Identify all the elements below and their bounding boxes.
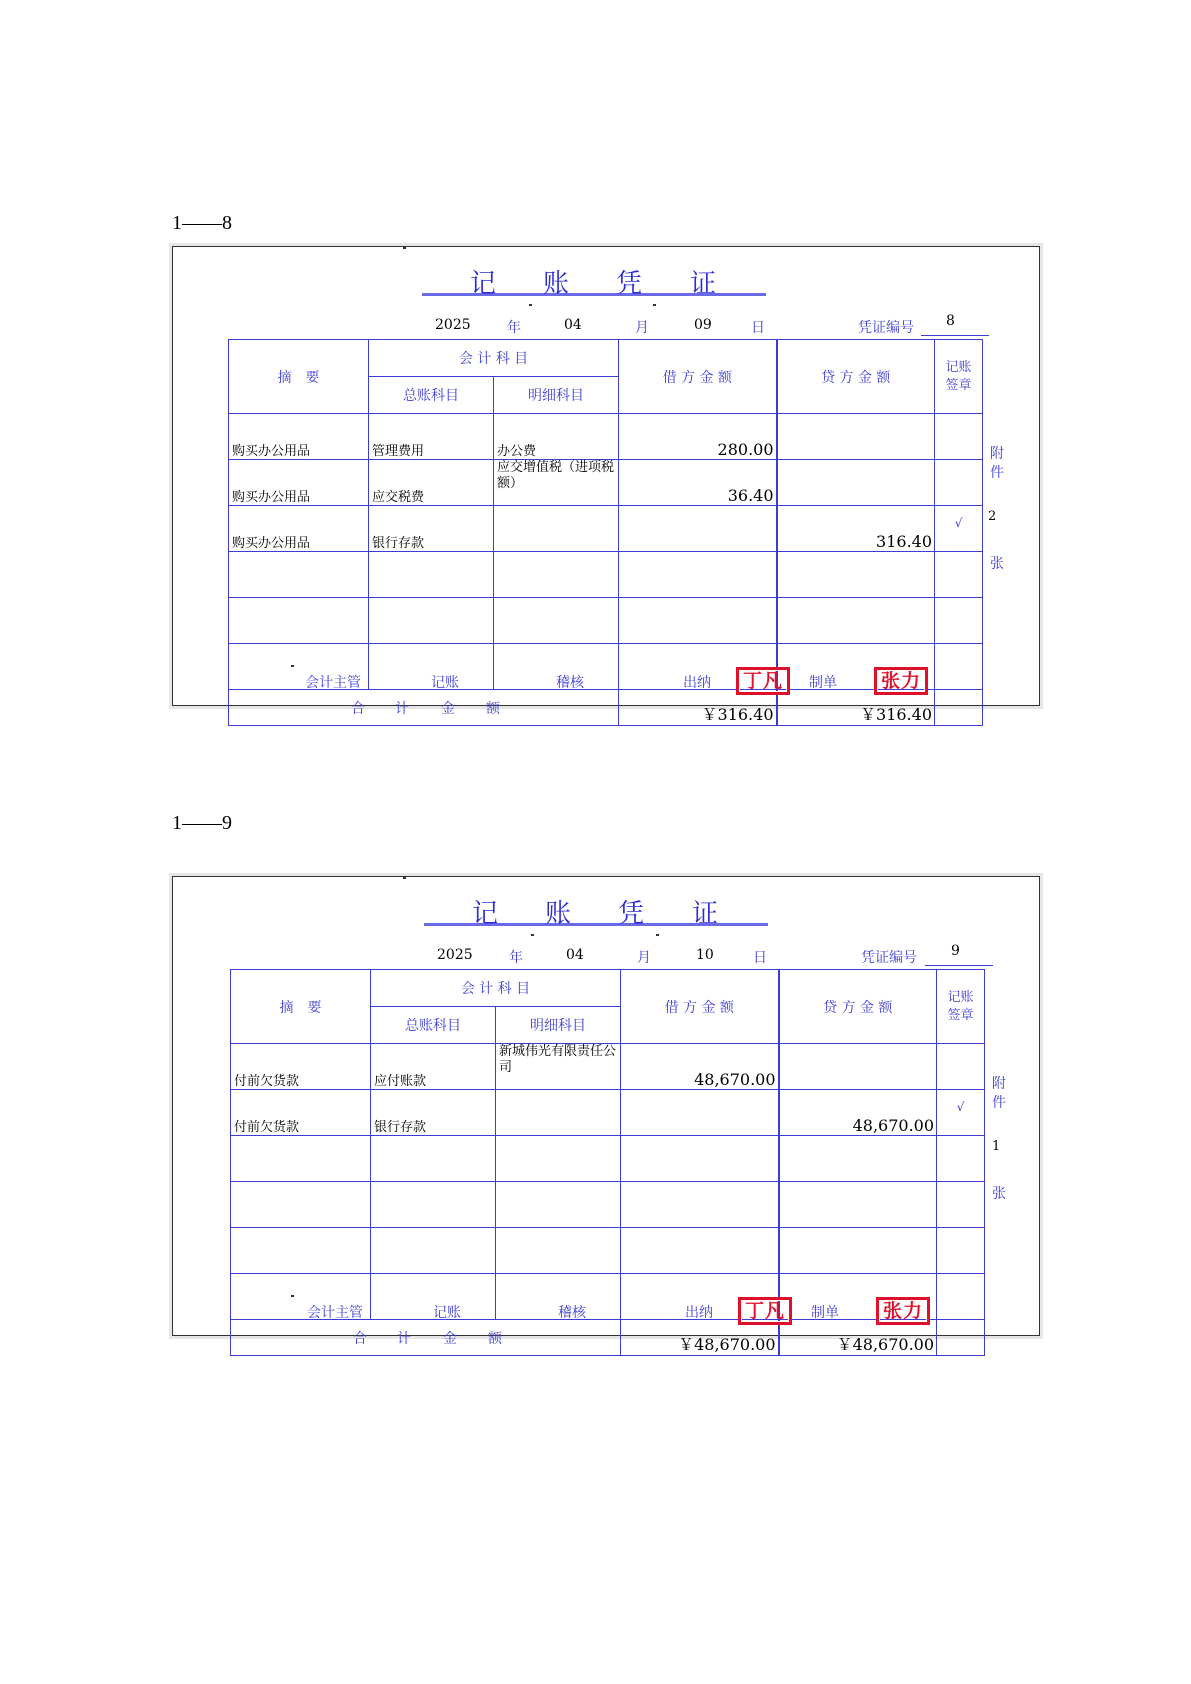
row-mark bbox=[937, 1182, 985, 1228]
row-detail-account bbox=[494, 598, 619, 644]
row-mark bbox=[935, 598, 983, 644]
row-general-account: 管理费用 bbox=[369, 414, 494, 460]
row-mark bbox=[935, 644, 983, 690]
attachment-count: 2 bbox=[988, 509, 997, 524]
voucher-number: 9 bbox=[951, 943, 960, 959]
header-sign-line2: 签章 bbox=[945, 377, 972, 393]
bookkeeper-label: 记账 bbox=[431, 675, 459, 691]
date-year: 2025 bbox=[437, 947, 473, 963]
date-day-unit: 日 bbox=[753, 950, 767, 966]
date-month-unit: 月 bbox=[635, 320, 649, 336]
cashier-label: 出纳 bbox=[683, 675, 711, 691]
row-summary bbox=[229, 552, 369, 598]
header-account-group: 会 计 科 目 bbox=[369, 340, 619, 377]
date-month: 04 bbox=[566, 947, 584, 963]
date-year: 2025 bbox=[435, 317, 471, 333]
header-detail-account: 明细科目 bbox=[496, 1007, 621, 1044]
attachment-label-1: 附 bbox=[990, 446, 1004, 462]
date-month-unit: 月 bbox=[637, 950, 651, 966]
row-debit bbox=[621, 1136, 779, 1182]
row-debit bbox=[619, 506, 777, 552]
row-mark bbox=[935, 552, 983, 598]
header-debit: 借 方 金 额 bbox=[621, 970, 779, 1044]
row-general-account: 应交税费 bbox=[369, 460, 494, 506]
total-debit: ￥316.40 bbox=[619, 690, 777, 726]
row-general-account: 银行存款 bbox=[371, 1090, 496, 1136]
header-credit: 贷 方 金 额 bbox=[777, 340, 935, 414]
header-credit: 贷 方 金 额 bbox=[779, 970, 937, 1044]
title-char: 账 bbox=[543, 269, 570, 299]
auditor-label: 稽核 bbox=[558, 1305, 586, 1321]
row-debit bbox=[621, 1182, 779, 1228]
row-credit: 48,670.00 bbox=[779, 1090, 937, 1136]
total-row bbox=[231, 1320, 985, 1356]
total-label-char: 合 bbox=[353, 1331, 367, 1347]
row-credit bbox=[779, 1228, 937, 1274]
row-summary bbox=[231, 1136, 371, 1182]
row-credit bbox=[777, 414, 935, 460]
attachment-label-1: 附 bbox=[992, 1076, 1006, 1092]
table-row bbox=[231, 1044, 985, 1090]
row-general-account bbox=[371, 1136, 496, 1182]
attachment-unit: 张 bbox=[990, 556, 1004, 572]
attachment-count: 1 bbox=[992, 1139, 1001, 1154]
voucher-label: 1——8 bbox=[172, 212, 232, 234]
date-day-unit: 日 bbox=[751, 320, 765, 336]
row-mark: √ bbox=[935, 506, 983, 552]
row-mark bbox=[935, 460, 983, 506]
row-detail-account bbox=[494, 552, 619, 598]
row-summary: 付前欠货款 bbox=[231, 1090, 371, 1136]
cashier-stamp: 丁凡 bbox=[737, 668, 789, 694]
header-sign bbox=[937, 970, 985, 1044]
date-day: 09 bbox=[694, 317, 712, 333]
header-account-group: 会 计 科 目 bbox=[371, 970, 621, 1007]
row-detail-account: 办公费 bbox=[494, 414, 619, 460]
row-mark: √ bbox=[937, 1090, 985, 1136]
table-row bbox=[229, 598, 983, 644]
row-mark bbox=[937, 1228, 985, 1274]
row-summary: 购买办公用品 bbox=[229, 414, 369, 460]
row-detail-account: 应交增值税（进项税额） bbox=[494, 460, 619, 506]
table-row bbox=[231, 1228, 985, 1274]
total-credit: ￥48,670.00 bbox=[779, 1320, 937, 1356]
header-general-account: 总账科目 bbox=[369, 377, 494, 414]
total-label-char: 额 bbox=[488, 1331, 502, 1347]
total-label-char: 合 bbox=[351, 701, 365, 717]
row-credit bbox=[779, 1136, 937, 1182]
row-debit bbox=[619, 598, 777, 644]
preparer-label: 制单 bbox=[811, 1305, 839, 1321]
date-day: 10 bbox=[696, 947, 714, 963]
row-summary: 付前欠货款 bbox=[231, 1044, 371, 1090]
total-credit: ￥316.40 bbox=[777, 690, 935, 726]
row-detail-account bbox=[494, 506, 619, 552]
voucher-number: 8 bbox=[946, 313, 955, 329]
row-debit: 48,670.00 bbox=[621, 1044, 779, 1090]
voucher-card bbox=[172, 246, 1040, 724]
title-char: 证 bbox=[690, 269, 717, 299]
header-detail-account: 明细科目 bbox=[494, 377, 619, 414]
attachment-label-2: 件 bbox=[992, 1095, 1006, 1111]
row-general-account: 应付账款 bbox=[371, 1044, 496, 1090]
title-char: 账 bbox=[545, 899, 572, 929]
row-debit bbox=[621, 1090, 779, 1136]
preparer-stamp: 张力 bbox=[877, 1298, 929, 1324]
row-debit: 280.00 bbox=[619, 414, 777, 460]
voucher-card bbox=[172, 876, 1040, 1354]
accountant-supervisor-label: 会计主管 bbox=[307, 1305, 363, 1321]
header-sign-line2: 签章 bbox=[947, 1007, 974, 1023]
total-mark bbox=[937, 1320, 985, 1356]
row-mark bbox=[935, 414, 983, 460]
row-mark bbox=[937, 1274, 985, 1320]
row-debit bbox=[621, 1228, 779, 1274]
row-credit: 316.40 bbox=[777, 506, 935, 552]
header-debit: 借 方 金 额 bbox=[619, 340, 777, 414]
auditor-label: 稽核 bbox=[556, 675, 584, 691]
row-detail-account bbox=[496, 1228, 621, 1274]
total-mark bbox=[935, 690, 983, 726]
date-year-unit: 年 bbox=[507, 320, 521, 336]
row-general-account: 银行存款 bbox=[369, 506, 494, 552]
total-label bbox=[231, 1320, 621, 1356]
title-char: 记 bbox=[470, 269, 497, 299]
total-debit: ￥48,670.00 bbox=[621, 1320, 779, 1356]
date-month: 04 bbox=[564, 317, 582, 333]
total-label bbox=[229, 690, 619, 726]
total-label-char: 额 bbox=[486, 701, 500, 717]
table-row bbox=[229, 506, 983, 552]
row-summary bbox=[231, 1228, 371, 1274]
title-char: 证 bbox=[692, 899, 719, 929]
voucher-label: 1——9 bbox=[172, 812, 232, 834]
header-sign bbox=[935, 340, 983, 414]
total-label-char: 金 bbox=[443, 1331, 457, 1347]
entry-table bbox=[228, 339, 983, 726]
row-credit bbox=[779, 1044, 937, 1090]
row-detail-account bbox=[496, 1090, 621, 1136]
title-char: 凭 bbox=[616, 269, 643, 299]
voucher-number-label: 凭证编号 bbox=[861, 950, 917, 966]
table-row bbox=[231, 1182, 985, 1228]
row-debit bbox=[619, 552, 777, 598]
row-summary: 购买办公用品 bbox=[229, 506, 369, 552]
header-summary: 摘 要 bbox=[229, 340, 369, 414]
row-detail-account: 新城伟光有限责任公司 bbox=[496, 1044, 621, 1090]
row-credit bbox=[777, 598, 935, 644]
header-sign-line1: 记账 bbox=[945, 359, 972, 375]
title-char: 凭 bbox=[618, 899, 645, 929]
preparer-stamp: 张力 bbox=[875, 668, 927, 694]
table-row bbox=[229, 552, 983, 598]
row-debit: 36.40 bbox=[619, 460, 777, 506]
entry-table bbox=[230, 969, 985, 1356]
row-general-account bbox=[369, 598, 494, 644]
row-summary bbox=[231, 1182, 371, 1228]
row-credit bbox=[777, 552, 935, 598]
row-summary bbox=[229, 598, 369, 644]
row-mark bbox=[937, 1136, 985, 1182]
table-row bbox=[231, 1136, 985, 1182]
header-sign-line1: 记账 bbox=[947, 989, 974, 1005]
total-label-char: 计 bbox=[395, 701, 409, 717]
table-row bbox=[231, 1090, 985, 1136]
total-label-char: 金 bbox=[441, 701, 455, 717]
voucher-number-label: 凭证编号 bbox=[858, 320, 914, 336]
header-general-account: 总账科目 bbox=[371, 1007, 496, 1044]
title-char: 记 bbox=[472, 899, 499, 929]
row-detail-account bbox=[496, 1136, 621, 1182]
total-label-char: 计 bbox=[397, 1331, 411, 1347]
row-mark bbox=[937, 1044, 985, 1090]
voucher-title bbox=[424, 893, 768, 929]
row-credit bbox=[779, 1182, 937, 1228]
header-summary: 摘 要 bbox=[231, 970, 371, 1044]
attachment-label-2: 件 bbox=[990, 465, 1004, 481]
row-summary: 购买办公用品 bbox=[229, 460, 369, 506]
table-row bbox=[229, 460, 983, 506]
preparer-label: 制单 bbox=[809, 675, 837, 691]
accountant-supervisor-label: 会计主管 bbox=[305, 675, 361, 691]
table-row bbox=[229, 414, 983, 460]
cashier-stamp: 丁凡 bbox=[739, 1298, 791, 1324]
voucher-title bbox=[422, 263, 766, 299]
row-general-account bbox=[369, 552, 494, 598]
total-row bbox=[229, 690, 983, 726]
attachment-unit: 张 bbox=[992, 1186, 1006, 1202]
bookkeeper-label: 记账 bbox=[433, 1305, 461, 1321]
row-general-account bbox=[371, 1228, 496, 1274]
row-general-account bbox=[371, 1182, 496, 1228]
row-detail-account bbox=[496, 1182, 621, 1228]
cashier-label: 出纳 bbox=[685, 1305, 713, 1321]
row-credit bbox=[777, 460, 935, 506]
date-year-unit: 年 bbox=[509, 950, 523, 966]
